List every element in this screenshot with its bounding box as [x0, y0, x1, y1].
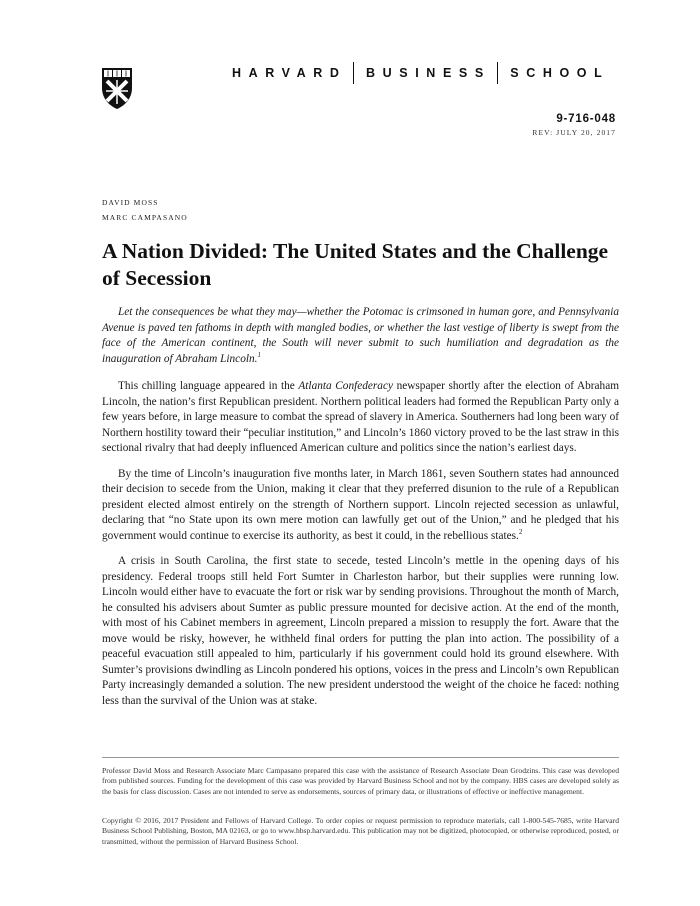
body-paragraph [102, 554, 619, 709]
footnote-marker: 2 [518, 527, 523, 536]
masthead-divider [497, 62, 499, 84]
masthead-word-business: BUSINESS [366, 66, 491, 80]
epigraph-text: Let the consequences be what they may—whether the Potomac is crimsoned in human gore, and Pennsylvania Avenue is paved ten fathoms in depth with mangled bodies, or whether the last vestige of liberty is swept from the face of the American continent, the South will never submit to such humiliation and degradation as the inauguration of Abraham Lincoln. [102, 306, 619, 365]
footnote-marker: 1 [257, 350, 261, 359]
footer-credit: Professor David Moss and Research Associate Marc Campasano prepared this case with the assistance of Research Associate Dean Grodzins. This case was developed from published sources. Funding for the development of this case was provided by Harvard Business School and not by the company. HBS cases are developed solely as the basis for class discussion. Cases are not intended to serve as endorsements, sources of primary data, or illustrations of effective or ineffective management. [102, 766, 619, 796]
school-masthead [232, 62, 609, 84]
case-body [102, 305, 619, 719]
newspaper-name: Atlanta Confederacy [298, 380, 393, 392]
body-paragraph [102, 379, 619, 457]
footer-divider [102, 757, 619, 758]
paragraph-text: A crisis in South Carolina, the first state to secede, tested Lincoln’s mettle in the opening days of his presidency. Federal troops still held Fort Sumter in Charleston harbor, but their supplies were running low. Lincoln would either have to evacuate the fort or risk war by sending provisions. Throughout the month of March, he consulted his advisers about Sumter as public pressure mounted for decisive action. At the end of the month, with most of his Cabinet members in agreement, Lincoln prepared a mission to resupply the fort. Aware that the move would be risky, however, he withheld final orders for putting the plan into action. The possibility of a peaceful evacuation still appealed to him, particularly if his government could hold its ground elsewhere. With Sumter’s provisions dwindling as Lincoln pondered his options, voices in the press and Lincoln’s own Republican Party increasingly demanded a solution. The new president understood the weight of the choice he faced: nothing less than the survival of the Union was at stake. [102, 555, 619, 707]
author-name: DAVID MOSS [102, 198, 159, 207]
paragraph-text: newspaper shortly after the election of Abraham Lincoln, the nation’s first Republican president. Northern political leaders had formed the Republican Party only a few years before, in large measure to combat the spread of slavery in America. Southerners had long been wary of Northern hostility toward their “peculiar institution,” and Lincoln’s 1860 victory proved to be the last straw in this sectional rivalry that had deeply influenced American culture and politics since the nation’s earliest days. [102, 380, 619, 454]
masthead-divider [353, 62, 355, 84]
harvard-shield-logo [100, 66, 134, 110]
body-paragraph [102, 467, 619, 545]
footer-copyright: Copyright © 2016, 2017 President and Fellows of Harvard College. To order copies or request permission to reproduce materials, call 1-800-545-7685, write Harvard Business School Publishing, Boston, MA 02163, or go to www.hbsp.harvard.edu. This publication may not be digitized, photocopied, or otherwise reproduced, posted, or transmitted, without the permission of Harvard Business School. [102, 816, 619, 846]
paragraph-text: By the time of Lincoln’s inauguration five months later, in March 1861, seven Southern states had announced their decision to secede from the Union, making it clear that they preferred disunion to the rule of a Republican president elected almost entirely on the strength of Northern support. Lincoln rejected secession as unlawful, declaring that “no State upon its own mere motion can lawfully get out of the Union,” and he pledged that his government would continue to exercise its authority, as best it could, in the rebellious states. [102, 467, 619, 542]
author-name: MARC CAMPASANO [102, 213, 188, 222]
case-number: 9-716-048 [556, 113, 616, 125]
paragraph-text: This chilling language appeared in the [118, 380, 299, 392]
masthead-word-harvard: HARVARD [232, 66, 347, 80]
epigraph-quote [102, 305, 619, 367]
masthead-word-school: SCHOOL [510, 66, 610, 80]
revision-date: REV: JULY 20, 2017 [532, 128, 616, 137]
case-title: A Nation Divided: The United States and the Challenge of Secession [102, 239, 609, 290]
